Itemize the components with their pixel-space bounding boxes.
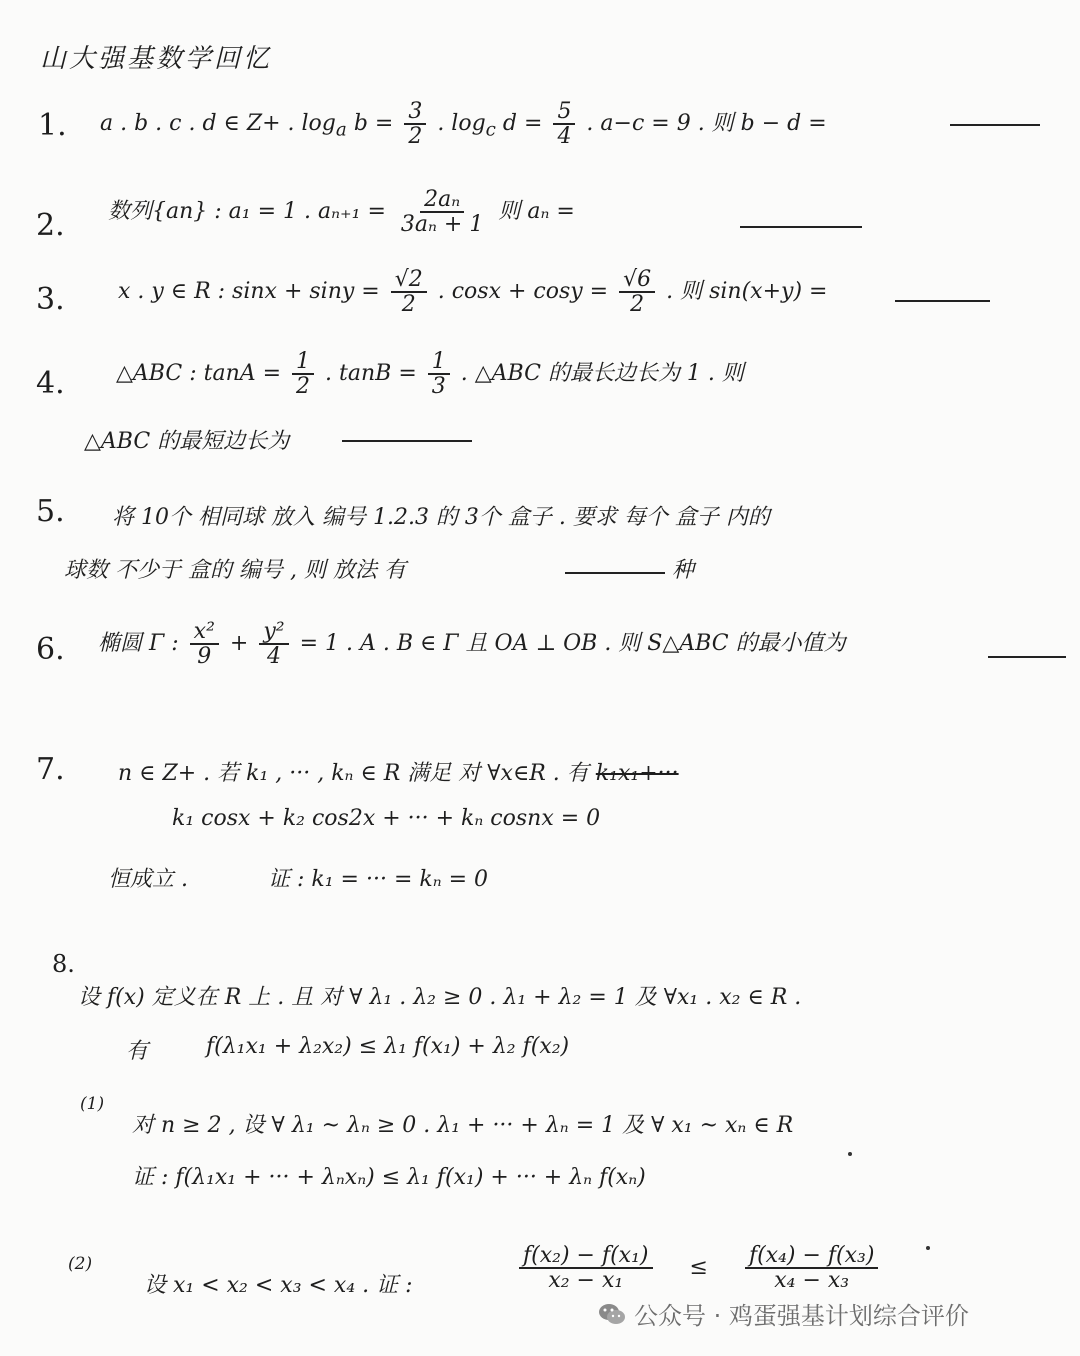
watermark — [598, 1296, 969, 1331]
q6-answer-blank — [988, 656, 1066, 658]
q2-text: 数列{an} : a₁ = 1 . aₙ₊₁ = $\frac{\text{2aₙ}}{\text{3aₙ + 1}}$ 则 aₙ = — [108, 187, 575, 238]
q4-line1: △ABC : tanA = $\frac{1}{2}$ . tanB = $\frac{1}{3}$ . △ABC 的最长边长为 1 . 则 — [116, 349, 744, 400]
q5-unit: 种 — [672, 558, 695, 583]
q1-frac-b: $\frac{5}{4}$ — [553, 100, 575, 148]
q4-frac-b: $\frac{1}{3}$ — [428, 350, 450, 398]
q8-frac-left: $\frac{\text{f(x₂) − f(x₁)}}{\text{x₂ − x₁}}$ — [519, 1244, 653, 1292]
q4-line2: △ABC 的最短边长为 — [84, 429, 290, 454]
q1-text: a . b . c . d ∈ Z+ . $\log_a b$ = $\frac{3}{2}$ . $\log_c d$ = $\frac{5}{4}$ . a−c = 9 . 则 b − d = — [100, 99, 827, 150]
q4-answer-blank — [342, 440, 472, 442]
q2-frac: $\frac{\text{2aₙ}}{\text{3aₙ + 1}}$ — [400, 187, 484, 238]
q6-text: 椭圆 Γ : $\frac{\text{x²}}{9}$ + $\frac{\text{y²}}{4}$ = 1 . A . B ∈ Γ 且 OA ⊥ OB . 则 S△ABC 的最小值为 — [98, 619, 846, 670]
q5-line2: 球数 不少于 盒的 编号 , 则 放法 有 — [64, 558, 406, 583]
q8-part2-text: 设 x₁ < x₂ < x₃ < x₄ . 证 : — [144, 1273, 413, 1298]
q1-number: 1. — [38, 108, 67, 143]
q8-part1-line2: 证 : f(λ₁x₁ + ··· + λₙxₙ) ≤ λ₁ f(x₁) + ··· + λₙ f(xₙ) — [132, 1165, 646, 1190]
q8-part1-line1: 对 n ≥ 2 , 设 ∀ λ₁ ~ λₙ ≥ 0 . λ₁ + ··· + λₙ = 1 及 ∀ x₁ ~ xₙ ∈ R — [132, 1113, 794, 1138]
q7-line3a: 恒成立 . — [108, 867, 188, 892]
q6-number: 6. — [36, 632, 65, 667]
q3-number: 3. — [36, 282, 65, 317]
q8-line2a: 有 — [126, 1039, 149, 1064]
q1-frac-a: $\frac{3}{2}$ — [404, 100, 426, 148]
q8-number: 8. — [52, 950, 75, 978]
q7-line3b: 证 : k₁ = ··· = kₙ = 0 — [268, 867, 489, 892]
q5-answer-blank — [565, 572, 665, 574]
q1-answer-blank — [950, 124, 1040, 126]
q6-frac-b: $\frac{\text{y²}}{4}$ — [259, 620, 288, 668]
q7-struck-text: k₁x₁+··· — [595, 761, 679, 786]
q3-frac-b: $\frac{√6}{2}$ — [619, 268, 655, 316]
q8-part2-inequality: $\frac{\text{f(x₂) − f(x₁)}}{\text{x₂ − x₁}}$ ≤ $\frac{\text{f(x₄) − f(x₃)}}{\text{x₄ − x₃}}$ — [515, 1244, 882, 1292]
q5-number: 5. — [36, 494, 65, 529]
wechat-icon — [598, 1302, 626, 1326]
q4-frac-a: $\frac{1}{2}$ — [292, 350, 314, 398]
q2-number: 2. — [36, 208, 65, 243]
q2-answer-blank — [740, 226, 862, 228]
q7-line2: k₁ cosx + k₂ cos2x + ··· + kₙ cosnx = 0 — [172, 806, 601, 831]
watermark-text: 公众号 · 鸡蛋强基计划综合评价 — [634, 1302, 969, 1330]
q3-frac-a: $\frac{√2}{2}$ — [391, 268, 427, 316]
pen-dot — [848, 1152, 852, 1156]
q7-number: 7. — [36, 752, 65, 787]
q6-frac-a: $\frac{\text{x²}}{9}$ — [190, 620, 219, 668]
q8-part1-label: (1) — [80, 1094, 105, 1114]
page-title: 山大强基数学回忆 — [40, 44, 273, 74]
q8-line1: 设 f(x) 定义在 R 上 . 且 对 ∀ λ₁ . λ₂ ≥ 0 . λ₁ + λ₂ = 1 及 ∀x₁ . x₂ ∈ R . — [78, 985, 802, 1010]
q3-text: x . y ∈ R : sinx + siny = $\frac{√2}{2}$ . cosx + cosy = $\frac{√6}{2}$ . 则 sin(x+y) = — [118, 267, 828, 318]
q3-answer-blank — [895, 300, 990, 302]
q4-number: 4. — [36, 366, 65, 401]
q8-part2-label: (2) — [68, 1254, 93, 1274]
q5-line1: 将 10个 相同球 放入 编号 1.2.3 的 3个 盒子 . 要求 每个 盒子 内的 — [112, 505, 770, 530]
q8-frac-right: $\frac{\text{f(x₄) − f(x₃)}}{\text{x₄ − x₃}}$ — [745, 1244, 879, 1292]
pen-dot — [926, 1246, 930, 1250]
q7-line1: n ∈ Z+ . 若 k₁ , ··· , kₙ ∈ R 满足 对 ∀x∈R . 有 k₁x₁+··· — [118, 761, 679, 786]
q8-line2b: f(λ₁x₁ + λ₂x₂) ≤ λ₁ f(x₁) + λ₂ f(x₂) — [206, 1034, 570, 1059]
